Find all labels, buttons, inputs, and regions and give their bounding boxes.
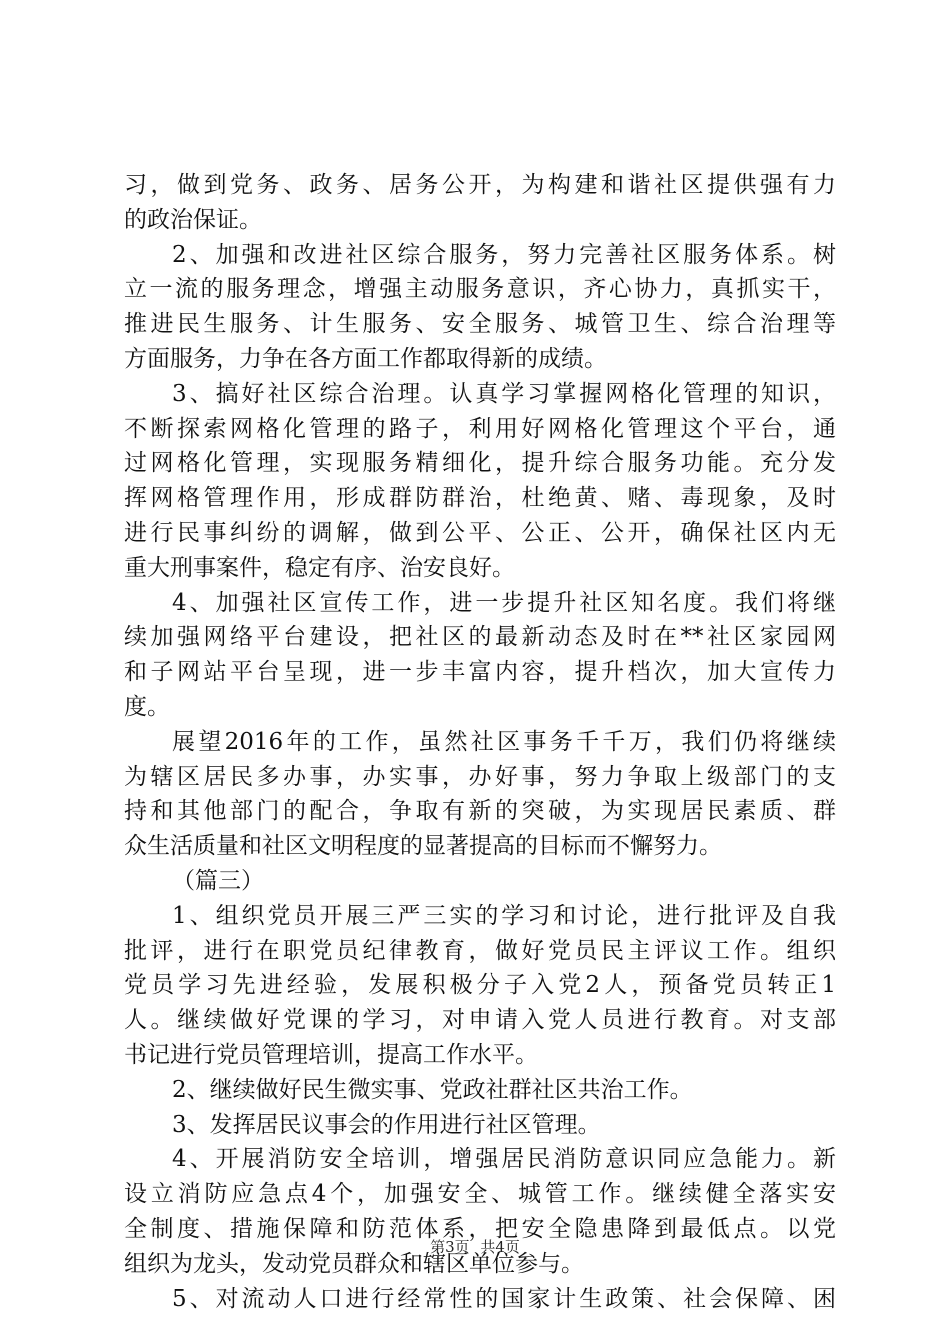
text-line: 2、加强和改进社区综合服务，努力完善社区服务体系。树 [172,241,836,268]
text-line: 全制度、措施保障和防范体系，把安全隐患降到最低点。以党 [124,1215,836,1242]
text-line: 1、组织党员开展三严三实的学习和讨论，进行批评及自我 [172,902,836,929]
document-body [124,168,836,1316]
text-line: 批评，进行在职党员纪律教育，做好党员民主评议工作。组织 [124,937,836,964]
text-line: 进行民事纠纷的调解，做到公平、公正、公开，确保社区内无 [124,519,836,546]
text-line: 书记进行党员管理培训，提高工作水平。 [124,1041,538,1068]
text-line: 推进民生服务、计生服务、安全服务、城管卫生、综合治理等 [124,311,836,338]
text-line: 3、搞好社区综合治理。认真学习掌握网格化管理的知识， [172,380,836,407]
text-line: 4、开展消防安全培训，增强居民消防意识同应急能力。新 [172,1146,836,1173]
text-line: 党员学习先进经验，发展积极分子入党2人，预备党员转正1 [124,972,836,999]
text-line: （篇三） [172,867,264,894]
text-line: 续加强网络平台建设，把社区的最新动态及时在**社区家园网 [124,624,836,651]
text-line: 过网格化管理，实现服务精细化，提升综合服务功能。充分发 [124,450,836,477]
text-line: 度。 [124,693,170,720]
text-line: 立一流的服务理念，增强主动服务意识，齐心协力，真抓实干， [124,276,836,303]
text-line: 组织为龙头，发动党员群众和辖区单位参与。 [124,1250,584,1277]
text-line: 众生活质量和社区文明程度的显著提高的目标而不懈努力。 [124,833,722,860]
text-line: 设立消防应急点4个，加强安全、城管工作。继续健全落实安 [124,1181,836,1208]
text-line: 习，做到党务、政务、居务公开，为构建和谐社区提供强有力 [124,172,836,198]
text-line: 5、对流动人口进行经常性的国家计生政策、社会保障、困 [172,1285,836,1312]
text-line: 和子网站平台呈现，进一步丰富内容，提升档次，加大宣传力 [124,659,836,686]
text-line: 的政治保证。 [124,206,262,233]
page-number: 第3页 [430,1238,470,1256]
text-line: 不断探索网格化管理的路子，利用好网格化管理这个平台，通 [124,415,836,442]
text-line: 持和其他部门的配合，争取有新的突破，为实现居民素质、群 [124,798,836,825]
text-line: 挥网格管理作用，形成群防群治，杜绝黄、赌、毒现象，及时 [124,485,836,512]
text-line: 3、发挥居民议事会的作用进行社区管理。 [172,1111,601,1138]
text-line: 人。继续做好党课的学习，对申请入党人员进行教育。对支部 [124,1007,836,1034]
text-line: 4、加强社区宣传工作，进一步提升社区知名度。我们将继 [172,589,836,616]
text-line: 2、继续做好民生微实事、党政社群社区共治工作。 [172,1076,693,1103]
text-line: 方面服务，力争在各方面工作都取得新的成绩。 [124,345,607,372]
text-line: 为辖区居民多办事，办实事，办好事，努力争取上级部门的支 [124,763,836,790]
page-footer [0,1236,950,1257]
text-line: 重大刑事案件，稳定有序、治安良好。 [124,554,515,581]
page-total: 共4页 [480,1238,520,1256]
text-line: 展望2016年的工作，虽然社区事务千千万，我们仍将继续 [172,728,836,755]
